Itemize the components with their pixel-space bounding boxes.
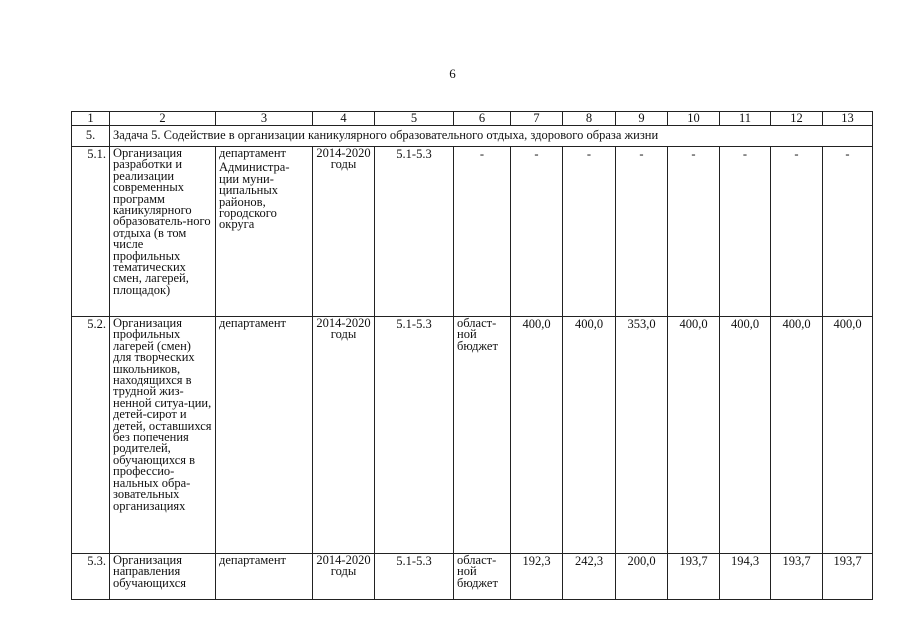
value-cell: 400,0 (823, 317, 873, 554)
value-cell: - (668, 147, 720, 317)
task-number: 5. (72, 126, 110, 147)
value-cell: 192,3 (511, 554, 563, 600)
value-cell: - (616, 147, 668, 317)
value-cell: 193,7 (823, 554, 873, 600)
table-row (72, 147, 873, 317)
period: 2014-2020 годы (313, 147, 375, 317)
value-cell: - (563, 147, 616, 317)
task-row (72, 126, 873, 147)
column-header: 12 (771, 112, 823, 126)
value-cell: 353,0 (616, 317, 668, 554)
column-header: 1 (72, 112, 110, 126)
column-header: 9 (616, 112, 668, 126)
program-table (71, 111, 873, 600)
executor: департамент (219, 553, 287, 567)
value-cell: - (771, 147, 823, 317)
column-header: 4 (313, 112, 375, 126)
executor: департамент (219, 316, 287, 330)
value-cell: 193,7 (668, 554, 720, 600)
value-cell: - (720, 147, 771, 317)
period: 2014-2020 годы (313, 317, 375, 554)
value-cell: 200,0 (616, 554, 668, 600)
value-cell: - (823, 147, 873, 317)
measure-name: Организация профильных лагерей (смен) для творческих школьников, находящихся в трудной жиз-ненной ситуа-ции, детей-сирот и детей, оставшихся без попечения родителей, обучающихся в профессио-нальных обра-зовательных организациях (110, 317, 216, 554)
column-header: 6 (454, 112, 511, 126)
value-cell: 194,3 (720, 554, 771, 600)
table-row (72, 554, 873, 600)
indicators: 5.1-5.3 (375, 317, 454, 554)
page-number: 6 (449, 66, 456, 81)
column-header: 2 (110, 112, 216, 126)
value-cell: 400,0 (720, 317, 771, 554)
column-header: 3 (216, 112, 313, 126)
executor-cell (216, 317, 313, 554)
executor-cell (216, 147, 313, 317)
value-cell: 193,7 (771, 554, 823, 600)
funding-source: област-ной бюджет (454, 317, 511, 554)
task-title: Задача 5. Содействие в организации каникулярного образовательного отдыха, здорового образа жизни (110, 126, 873, 147)
indicators: 5.1-5.3 (375, 554, 454, 600)
header-row (72, 112, 873, 126)
value-cell: 400,0 (771, 317, 823, 554)
executor-cell (216, 554, 313, 600)
row-number: 5.3. (72, 554, 110, 600)
funding-source: област-ной бюджет (454, 554, 511, 600)
value-cell: - (511, 147, 563, 317)
executor: департамент (219, 146, 287, 160)
row-number: 5.1. (72, 147, 110, 317)
co-executor: Администра-ции муни-ципальных районов, городского округа (219, 160, 290, 232)
column-header: 13 (823, 112, 873, 126)
value-cell: 400,0 (563, 317, 616, 554)
funding-source: - (454, 147, 511, 317)
value-cell: 400,0 (511, 317, 563, 554)
table-row (72, 317, 873, 554)
measure-name: Организация разработки и реализации современных программ каникулярного образователь-ного отдыха (в том числе профильных тематических смен, лагерей, площадок) (110, 147, 216, 317)
measure-name: Организация направления обучающихся (110, 554, 216, 600)
column-header: 11 (720, 112, 771, 126)
column-header: 10 (668, 112, 720, 126)
row-number: 5.2. (72, 317, 110, 554)
value-cell: 400,0 (668, 317, 720, 554)
column-header: 7 (511, 112, 563, 126)
value-cell: 242,3 (563, 554, 616, 600)
period: 2014-2020 годы (313, 554, 375, 600)
indicators: 5.1-5.3 (375, 147, 454, 317)
column-header: 8 (563, 112, 616, 126)
column-header: 5 (375, 112, 454, 126)
